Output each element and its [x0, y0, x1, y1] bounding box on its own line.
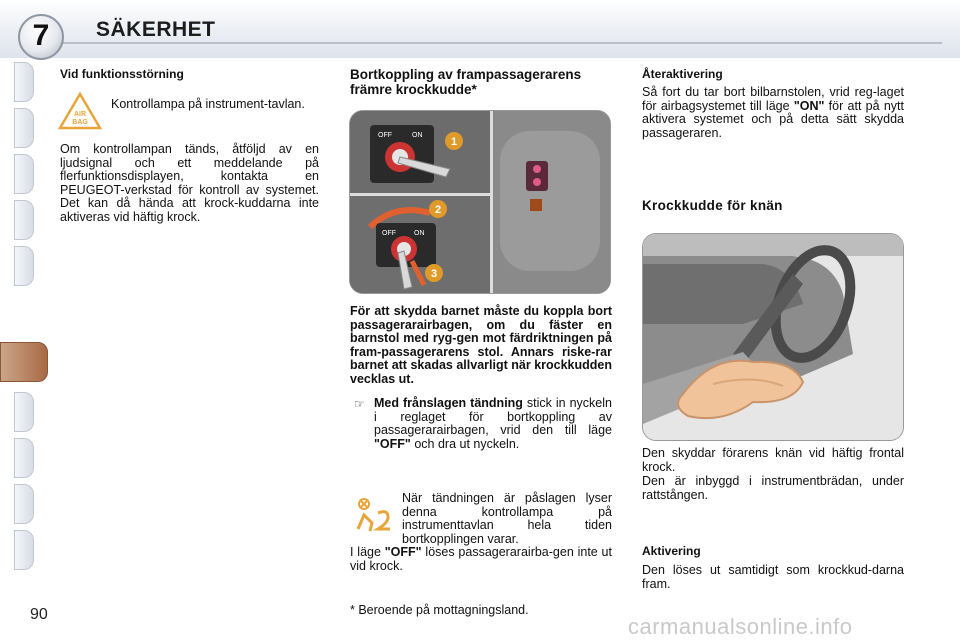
- chapter-number: 7: [32, 19, 50, 52]
- airbag-switch-illustration: [349, 110, 611, 294]
- chapter-tab[interactable]: [14, 246, 34, 286]
- airbag-icon-text-1: AIR: [73, 111, 87, 118]
- header-rule: [62, 42, 942, 44]
- step-1-label: 1: [450, 136, 458, 148]
- malfunction-body: Om kontrollampan tänds, åtföljd av en ljudsignal och ett meddelande på flerfunktionsdisplayen, kontakta en PEUGEOT-verkstad för kontroll av systemet. Det kan då hända att krock-kuddarna inte aktiveras vid häftig krock.: [60, 142, 319, 224]
- step-3-label: 3: [430, 268, 438, 280]
- knee-airbag-svg: [643, 234, 903, 440]
- child-seat-warning: För att skydda barnet måste du koppla bort passagerarairbagen, om du fäster en barnstol med ryg-gen mot färdriktningen på fram-passagerarens stol. Annars riske-rar barnet att skadas allvarligt när krockkudden vecklas ut.: [350, 304, 612, 386]
- knee-airbag-heading: Krockkudde för knän: [642, 198, 783, 213]
- reactivation-text: [642, 86, 904, 140]
- knee-airbag-text-1: Den skyddar förarens knän vid häftig frontal krock.: [642, 446, 904, 474]
- chapter-tab-active[interactable]: [0, 342, 48, 382]
- chapter-tab[interactable]: [14, 62, 34, 102]
- passenger-airbag-off-icon: [354, 497, 394, 533]
- deactivation-heading: Bortkoppling av frampassagerarens främre krockkudde*: [350, 67, 582, 97]
- step-2-label: 2: [434, 204, 442, 216]
- bullet-marker: ☞: [354, 397, 365, 411]
- airbag-warning-icon: [58, 92, 102, 130]
- footnote: * Beroende på mottagningsland.: [350, 603, 529, 617]
- chapter-badge: [18, 14, 64, 60]
- chapter-tab[interactable]: [14, 108, 34, 148]
- switch-on-label-1: ON: [412, 132, 423, 139]
- switch-illustration-svg: [350, 111, 610, 293]
- instruction-text-2: och dra ut nyckeln.: [410, 436, 520, 451]
- chapter-tabs: [14, 62, 36, 572]
- switch-off-label-1: OFF: [378, 132, 392, 139]
- chapter-tab[interactable]: [14, 438, 34, 478]
- deactivation-instruction: [374, 397, 612, 451]
- off-text-2: löses passagerarairba-gen inte ut vid krock.: [350, 545, 612, 573]
- watermark: carmanualsonline.info: [628, 614, 853, 639]
- activation-text: Den löses ut samtidigt som krockkud-darna fram.: [642, 563, 904, 591]
- activation-heading: Aktivering: [642, 544, 701, 558]
- page-title: SÄKERHET: [96, 18, 216, 41]
- reactivation-text-1: Så fort du tar bort bilbarnstolen, vrid reg-laget för airbagsystemet till läge: [642, 85, 904, 113]
- switch-on-label-2: ON: [414, 230, 425, 237]
- malfunction-heading: Vid funktionsstörning: [60, 67, 184, 81]
- off-text-1: I läge: [350, 545, 385, 559]
- airbag-icon-text-2: BAG: [72, 119, 88, 126]
- off-position-text: [350, 546, 612, 573]
- knee-airbag-text-2: Den är inbyggd i instrumentbrädan, under rattstången.: [642, 474, 904, 502]
- chapter-tab[interactable]: [14, 484, 34, 524]
- reactivation-heading: Återaktivering: [642, 67, 723, 81]
- reactivation-on: "ON": [793, 98, 825, 113]
- knee-airbag-illustration: [642, 233, 904, 441]
- chapter-tab[interactable]: [14, 530, 34, 570]
- instruction-off: "OFF": [374, 436, 411, 451]
- chapter-tab[interactable]: [14, 200, 34, 240]
- malfunction-lamp-text: Kontrollampa på instrument-tavlan.: [111, 97, 305, 111]
- reactivation-text-2: för att på nytt aktivera systemet och på detta sätt skydda passageraren.: [642, 98, 904, 140]
- page-number: 90: [30, 606, 48, 623]
- off-text-bold: "OFF": [384, 545, 422, 559]
- switch-off-label-2: OFF: [382, 230, 396, 237]
- chapter-tab[interactable]: [14, 392, 34, 432]
- lamp-on-text: När tändningen är påslagen lyser denna kontrollampa på instrumenttavlan hela tiden bortkopplingen varar.: [402, 491, 612, 546]
- chapter-tab[interactable]: [14, 154, 34, 194]
- instruction-bold: Med frånslagen tändning: [374, 396, 523, 410]
- instruction-text-1: stick in nyckeln i reglaget för bortkoppling av passagerarairbagen, vrid den till läge: [374, 396, 612, 438]
